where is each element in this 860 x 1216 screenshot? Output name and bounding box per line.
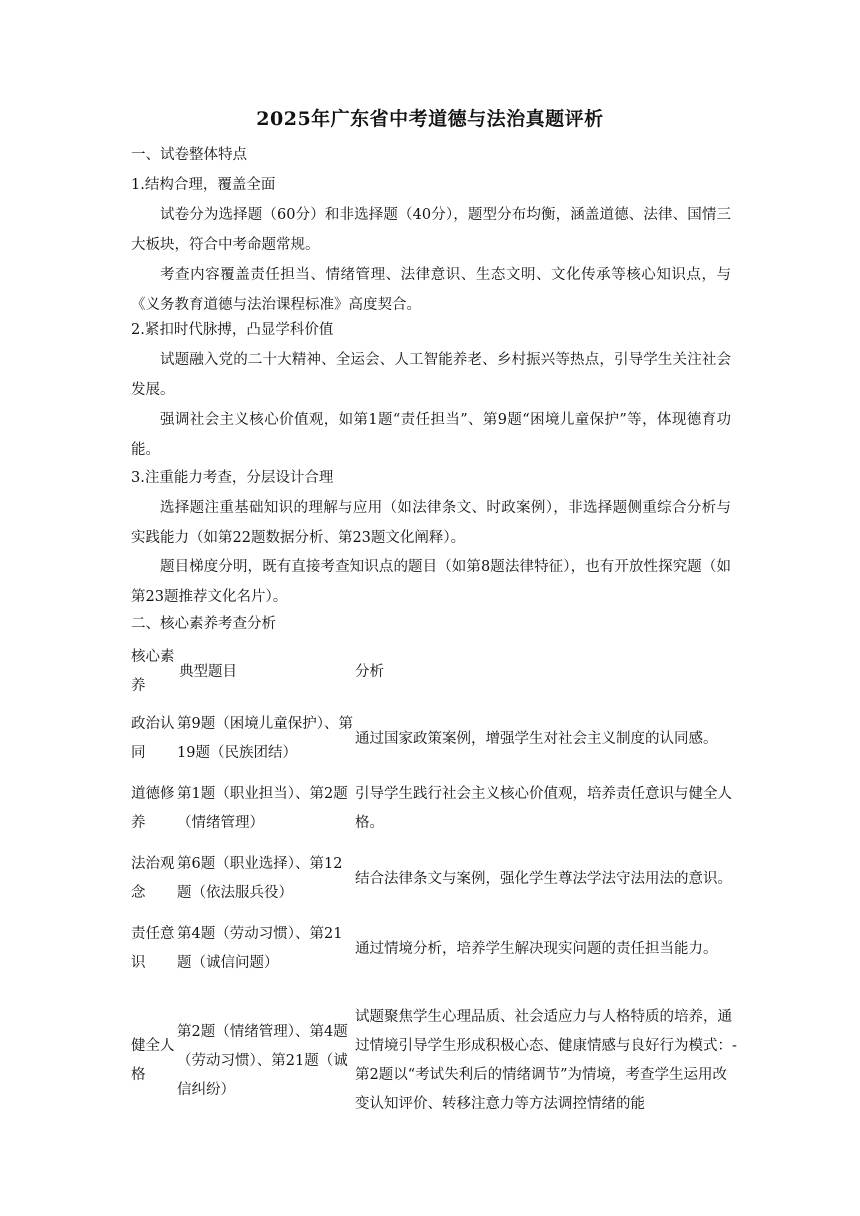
table-cell: 责任意识 (131, 926, 175, 971)
paragraph-ability-1: 选择题注重基础知识的理解与应用（如法律条文、时政案例），非选择题侧重综合分析与实践能力（如第22题数据分析、第23题文化阐释）。 (131, 500, 731, 546)
section-heading-overall: 一、试卷整体特点 (131, 147, 247, 163)
table-row (131, 987, 741, 1135)
table-cell: 健全人格 (131, 1038, 175, 1083)
table-row (131, 917, 741, 981)
table-cell: 通过情境分析，培养学生解决现实问题的责任担当能力。 (355, 940, 718, 957)
table-header-row (131, 643, 741, 701)
section-heading-literacy: 二、核心素养考查分析 (131, 616, 276, 632)
literacy-table (131, 643, 741, 1135)
table-row (131, 707, 741, 771)
page-title: 2025年广东省中考道德与法治真题评析 (256, 108, 604, 130)
table-cell: 道德修养 (131, 786, 175, 831)
table-cell: 结合法律条文与案例，强化学生尊法学法守法用法的意识。 (355, 870, 732, 887)
table-header-cell: 分析 (355, 663, 384, 680)
table-cell: 第2题（情绪管理）、第4题（劳动习惯）、第21题（诚信纠纷） (177, 1023, 348, 1098)
table-cell: 第1题（职业担当）、第2题（情绪管理） (177, 786, 348, 831)
table-row (131, 847, 741, 911)
table-cell: 引导学生践行社会主义核心价值观，培养责任意识与健全人格。 (355, 786, 732, 831)
subheading-structure: 1.结构合理，覆盖全面 (131, 177, 276, 193)
table-cell: 第4题（劳动习惯）、第21题（诚信问题） (177, 926, 343, 971)
paragraph-structure-1: 试卷分为选择题（60分）和非选择题（40分），题型分布均衡，涵盖道德、法律、国情三大板块，符合中考命题常规。 (131, 207, 731, 253)
table-header-cell: 典型题目 (179, 663, 237, 680)
table-cell: 政治认同 (131, 716, 175, 761)
table-cell: 第9题（困境儿童保护）、第19题（民族团结） (177, 716, 353, 761)
subheading-ability: 3.注重能力考查，分层设计合理 (131, 470, 334, 486)
paragraph-structure-2: 考查内容覆盖责任担当、情绪管理、法律意识、生态文明、文化传承等核心知识点，与《义务教育道德与法治课程标准》高度契合。 (131, 267, 731, 313)
paragraph-times-1: 试题融入党的二十大精神、全运会、人工智能养老、乡村振兴等热点，引导学生关注社会发展。 (131, 352, 731, 398)
table-header-cell: 核心素养 (131, 649, 175, 694)
paragraph-ability-2: 题目梯度分明，既有直接考查知识点的题目（如第8题法律特征），也有开放性探究题（如第23题推荐文化名片）。 (131, 559, 731, 605)
paragraph-times-2: 强调社会主义核心价值观，如第1题“责任担当”、第9题“困境儿童保护”等，体现德育功能。 (131, 412, 731, 458)
table-cell: 第6题（职业选择）、第12题（依法服兵役） (177, 856, 343, 901)
table-row (131, 777, 741, 841)
subheading-times: 2.紧扣时代脉搏，凸显学科价值 (131, 322, 334, 338)
table-cell: 法治观念 (131, 856, 175, 901)
table-cell: 通过国家政策案例，增强学生对社会主义制度的认同感。 (355, 730, 718, 747)
table-cell: 试题聚焦学生心理品质、社会适应力与人格特质的培养，通过情境引导学生形成积极心态、健康情感与良好行为模式：- 第2题以“考试失利后的情绪调节”为情境，考查学生运用改变认知评价、转移注意力等方法调控情绪的能 (355, 1009, 737, 1112)
